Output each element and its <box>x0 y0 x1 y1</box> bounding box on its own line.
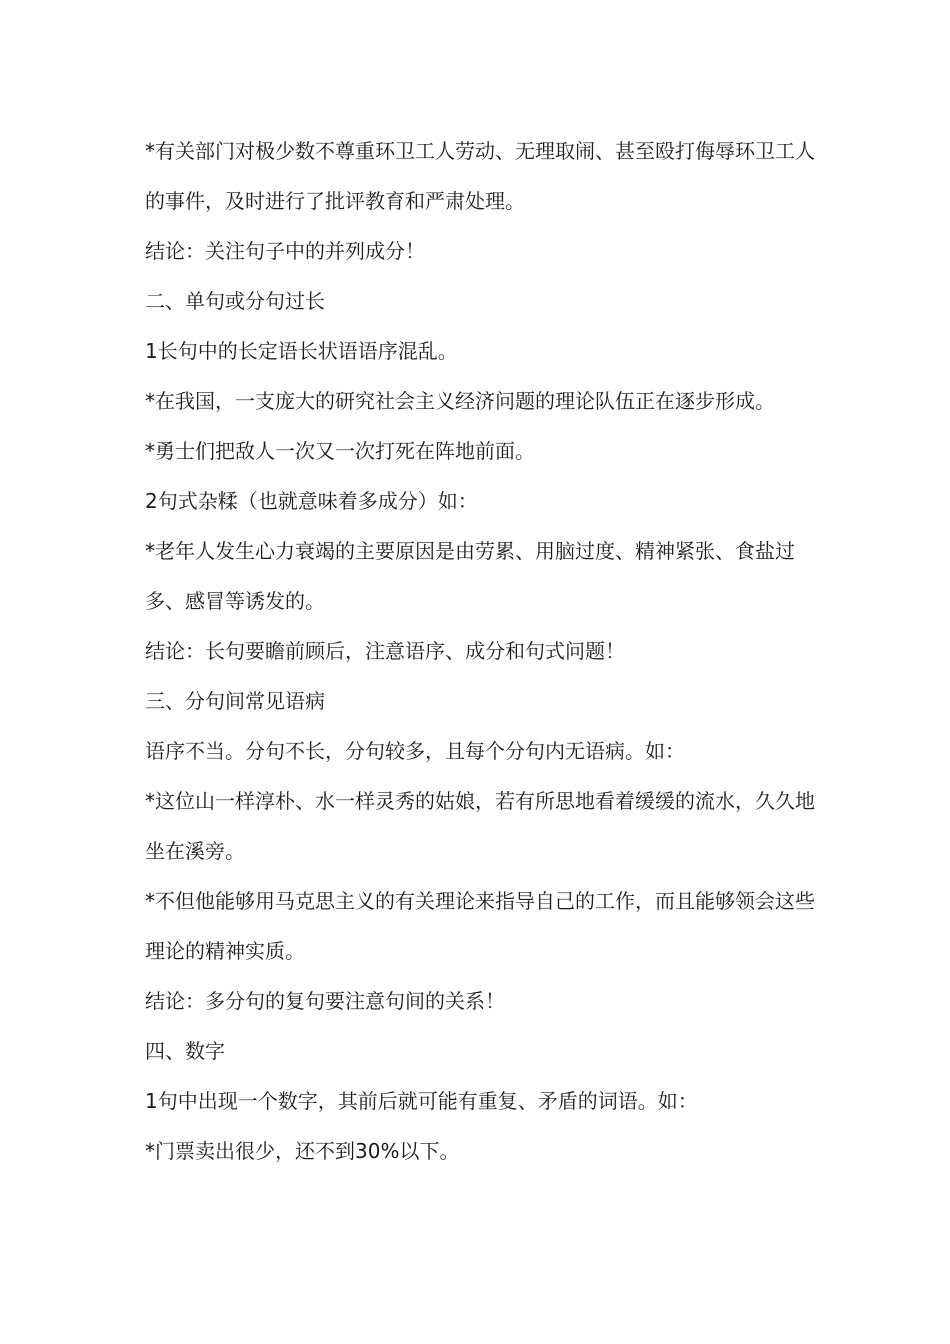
conclusion-complex-sentences: 结论：多分句的复句要注意句间的关系！ <box>145 989 505 1013</box>
conclusion-parallel-components: 结论：关注句子中的并列成分！ <box>145 239 425 263</box>
subheading-mixed-structure: 2句式杂糅（也就意味着多成分）如： <box>145 489 478 513</box>
subheading-long-modifiers: 1长句中的长定语长状语语序混乱。 <box>145 339 458 363</box>
example-girl-by-stream: *这位山一样淳朴、水一样灵秀的姑娘，若有所思地看着缓缓的流水，久久地坐在溪旁。 <box>145 789 815 863</box>
section-heading-4: 四、数字 <box>145 1039 225 1063</box>
subheading-numbers: 1句中出现一个数字，其前后就可能有重复、矛盾的词语。如： <box>145 1089 698 1113</box>
document-body <box>145 126 825 1176</box>
example-sanitation-workers: *有关部门对极少数不尊重环卫工人劳动、无理取闹、甚至殴打侮辱环卫工人的事件，及时进行了批评教育和严肃处理。 <box>145 139 815 213</box>
example-heart-failure: *老年人发生心力衰竭的主要原因是由劳累、用脑过度、精神紧张、食盐过多、感冒等诱发的。 <box>145 539 795 613</box>
section-heading-2: 二、单句或分句过长 <box>145 289 325 313</box>
example-theory-team: *在我国，一支庞大的研究社会主义经济问题的理论队伍正在逐步形成。 <box>145 389 775 413</box>
example-warriors: *勇士们把敌人一次又一次打死在阵地前面。 <box>145 439 535 463</box>
example-marxism-theory: *不但他能够用马克思主义的有关理论来指导自己的工作，而且能够领会这些理论的精神实质。 <box>145 889 815 963</box>
conclusion-long-sentences: 结论：长句要瞻前顾后，注意语序、成分和句式问题！ <box>145 639 625 663</box>
example-tickets: *门票卖出很少，还不到30%以下。 <box>145 1139 460 1163</box>
subheading-word-order: 语序不当。分句不长，分句较多，且每个分句内无语病。如： <box>145 739 685 763</box>
section-heading-3: 三、分句间常见语病 <box>145 689 325 713</box>
